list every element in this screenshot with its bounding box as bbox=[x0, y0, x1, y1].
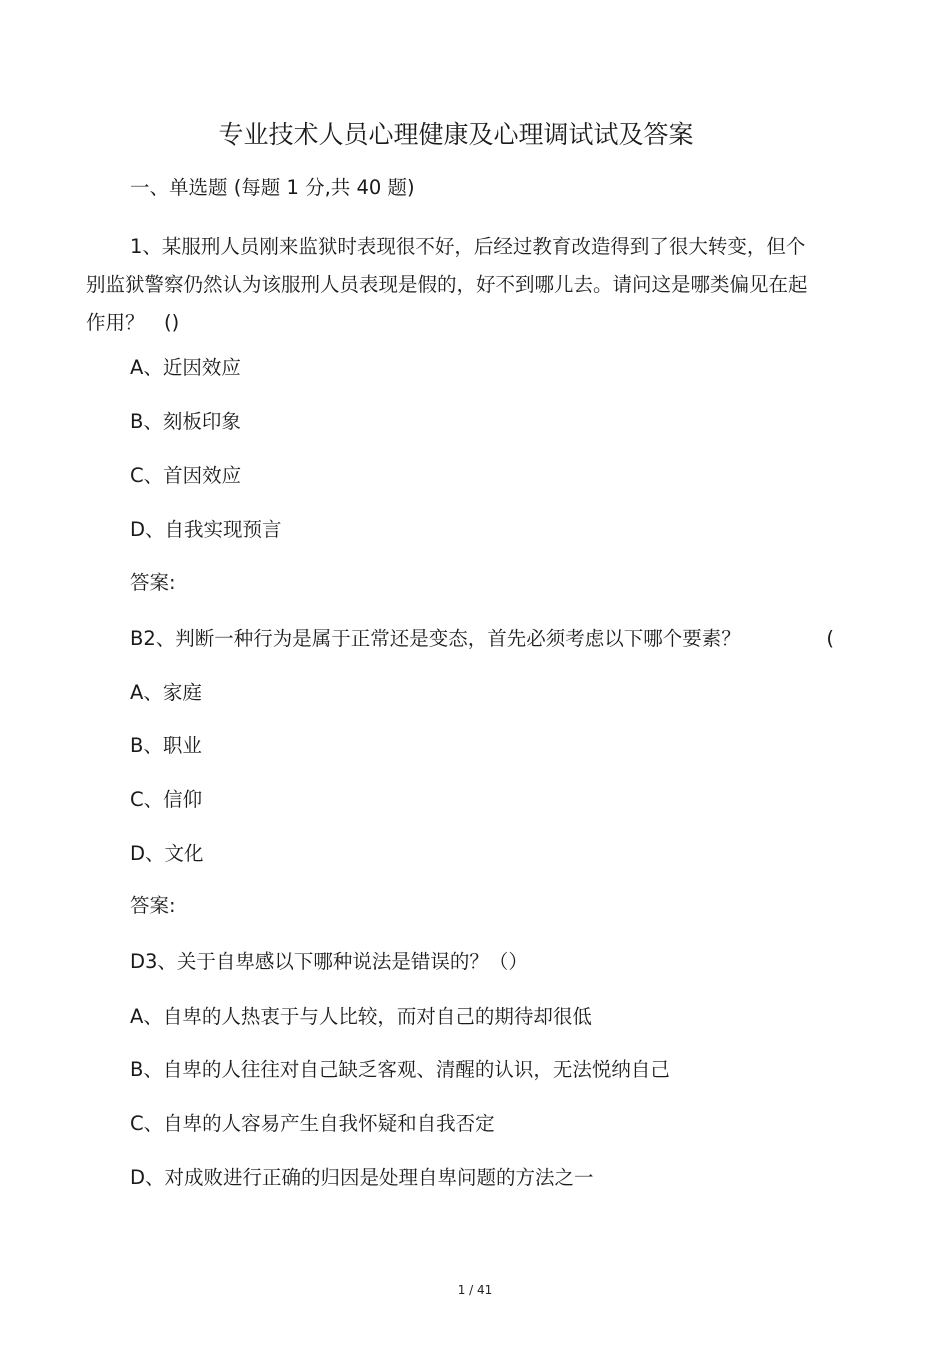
question-3-option-b: B、自卑的人往往对自己缺乏客观、清醒的认识，无法悦纳自己 bbox=[130, 1058, 670, 1081]
question-3-option-d: D、对成败进行正确的归因是处理自卑问题的方法之一 bbox=[130, 1166, 594, 1189]
question-3-option-c: C、自卑的人容易产生自我怀疑和自我否定 bbox=[130, 1112, 495, 1135]
question-1-option-b: B、刻板印象 bbox=[130, 410, 241, 433]
question-2-option-c: C、信仰 bbox=[130, 788, 203, 811]
question-1-answer-label: 答案: bbox=[130, 571, 176, 594]
question-2-stem-row bbox=[130, 624, 842, 654]
question-2-option-a: A、家庭 bbox=[130, 681, 202, 704]
question-1-stem: 1、某服刑人员刚来监狱时表现很不好，后经过教育改造得到了很大转变，但个别监狱警察仍然认为该服刑人员表现是假的，好不到哪儿去。请问这是哪类偏见在起作用？ () bbox=[86, 235, 808, 334]
question-2-option-b: B、职业 bbox=[130, 734, 202, 757]
question-1-option-d: D、自我实现预言 bbox=[130, 518, 282, 541]
question-1-option-c: C、首因效应 bbox=[130, 464, 242, 487]
question-2-option-d: D、文化 bbox=[130, 842, 204, 865]
section-heading: 一、单选题 (每题 1 分,共 40 题) bbox=[130, 176, 415, 199]
question-3-stem: D3、关于自卑感以下哪种说法是错误的？（） bbox=[130, 950, 528, 973]
question-2-stem: B2、判断一种行为是属于正常还是变态，首先必须考虑以下哪个要素？ bbox=[130, 627, 741, 650]
question-2-answer-label: 答案: bbox=[130, 894, 176, 917]
document-title: 专业技术人员心理健康及心理调试试及答案 bbox=[218, 120, 694, 149]
page-indicator: 1 / 41 bbox=[457, 1283, 493, 1297]
question-3-option-a: A、自卑的人热衷于与人比较，而对自己的期待却很低 bbox=[130, 1005, 592, 1028]
question-1-option-a: A、近因效应 bbox=[130, 356, 241, 379]
question-2-paren: ( bbox=[826, 627, 834, 650]
